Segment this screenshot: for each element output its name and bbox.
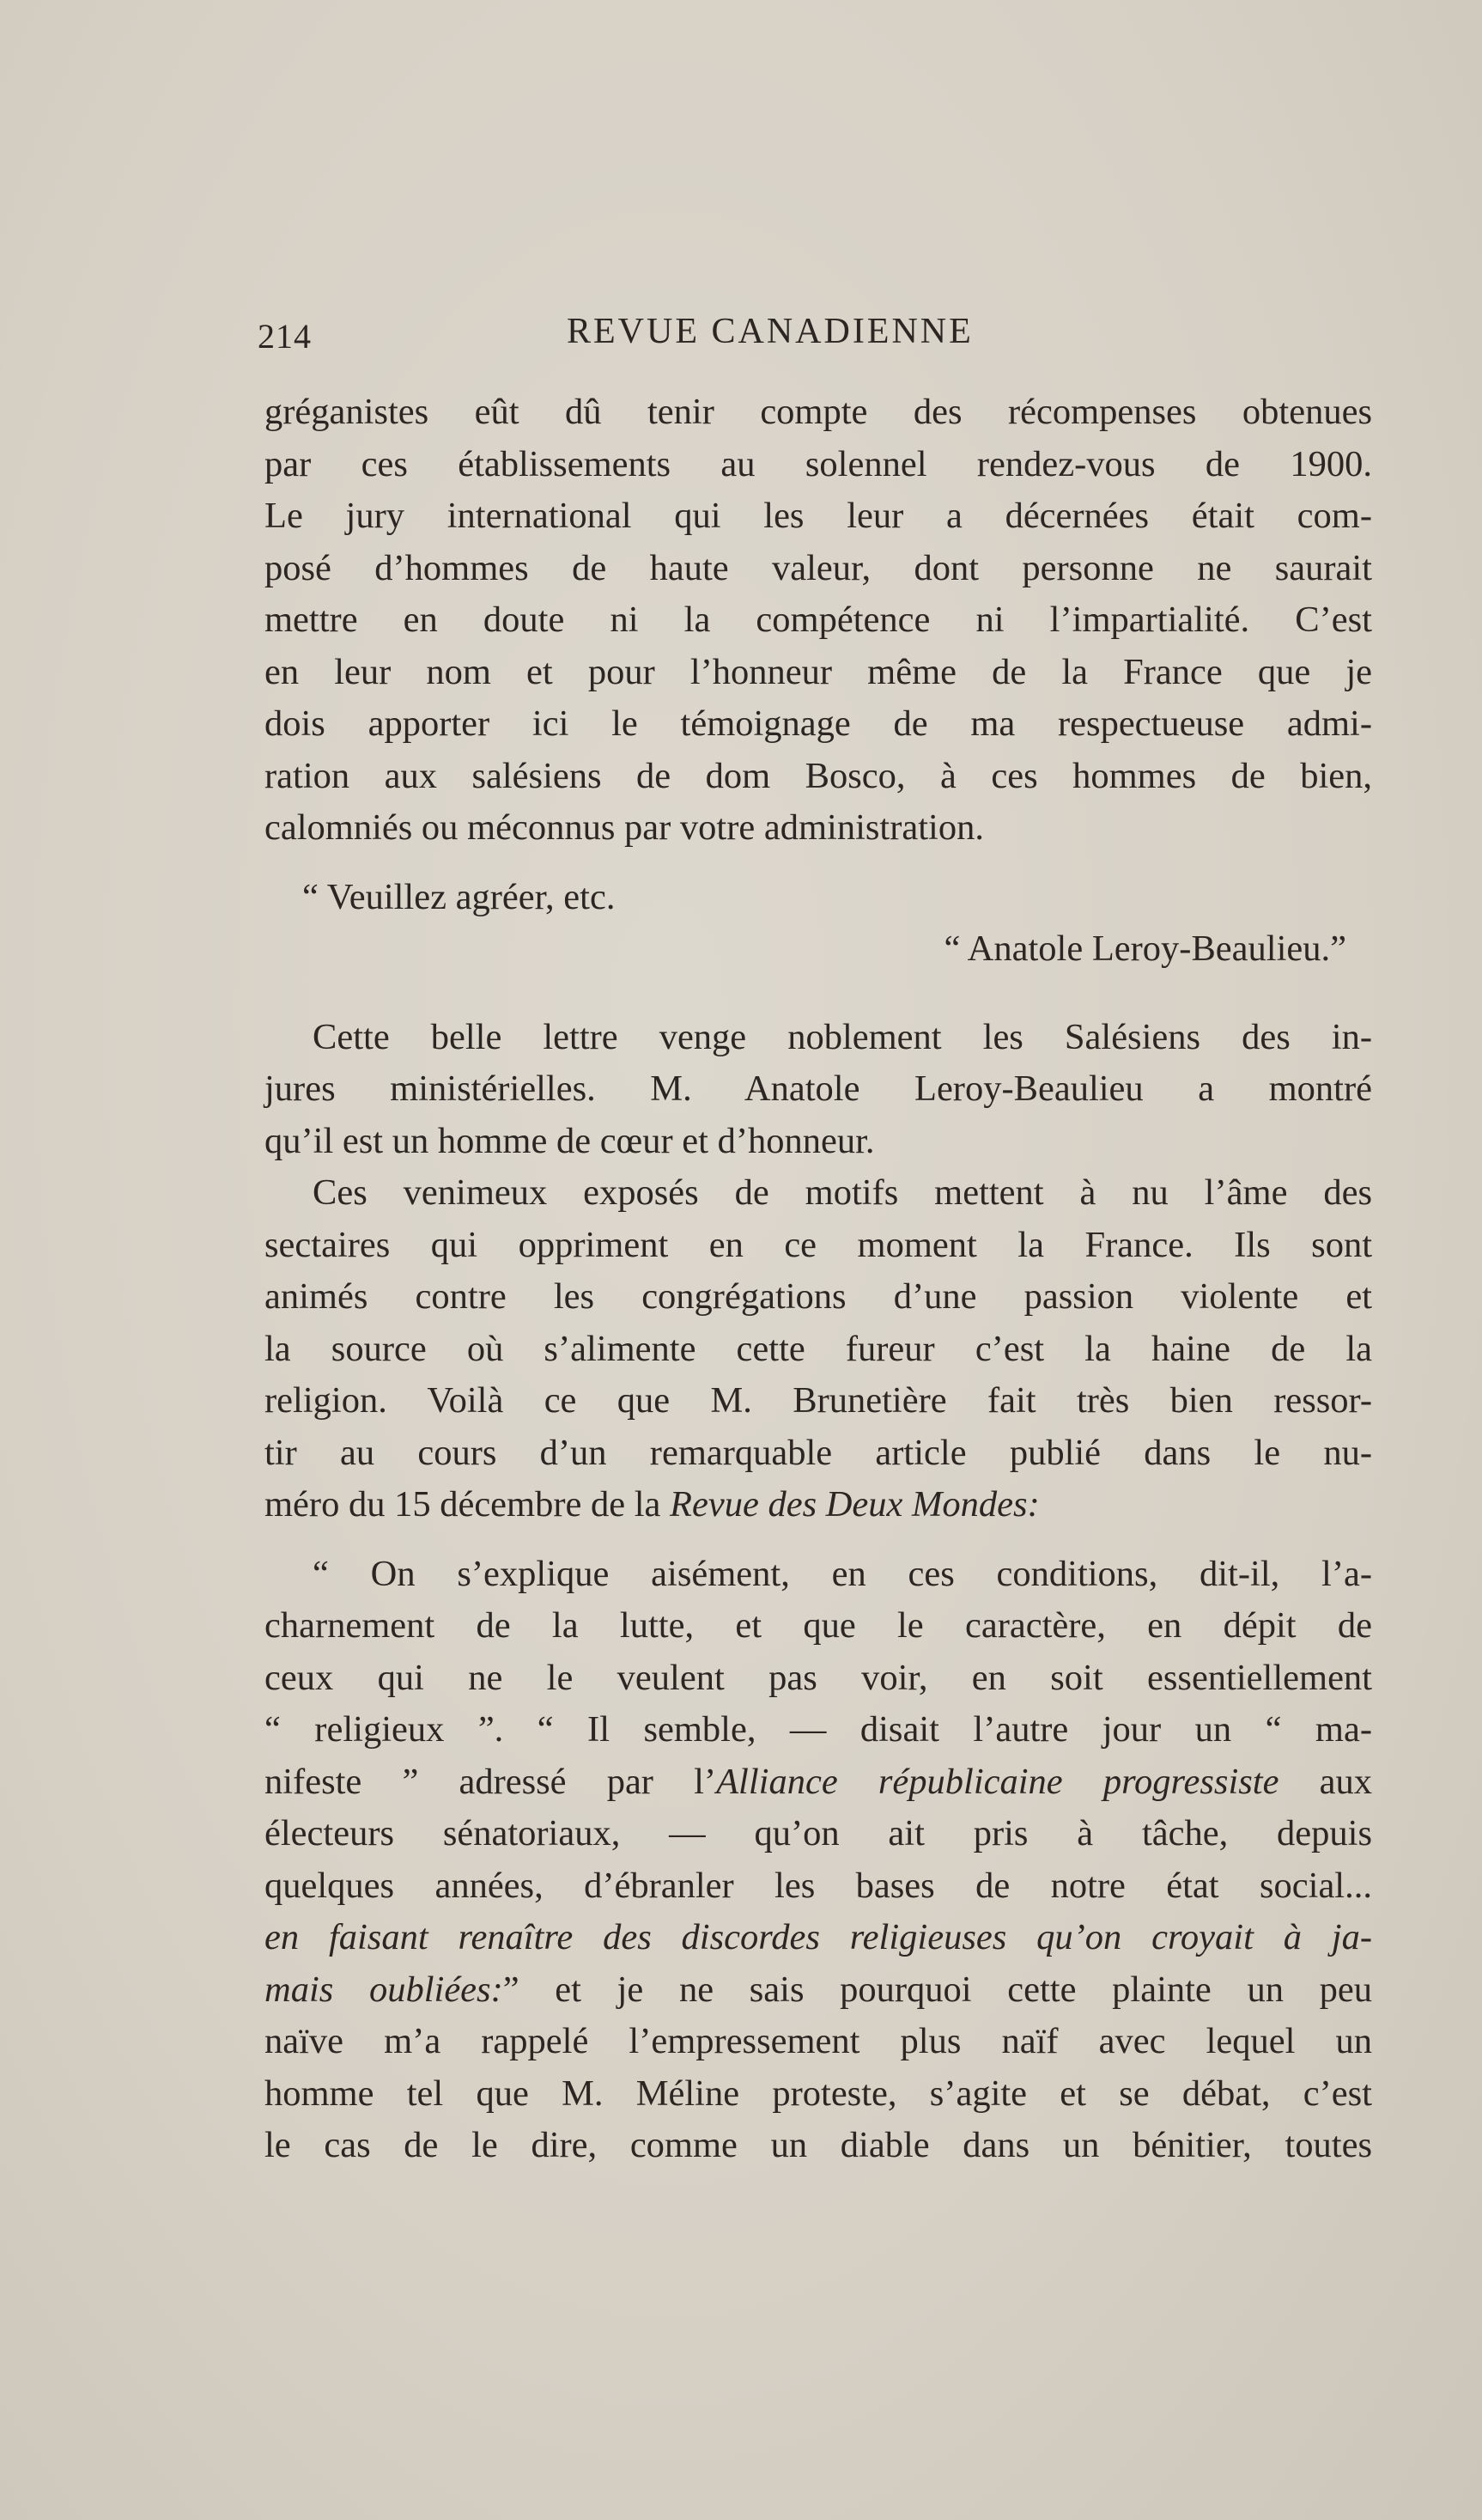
text-line: ceux qui ne le veulent pas voir, en soit essentiellement [264,1657,1372,1698]
text-line: sectaires qui oppriment en ce moment la France. Ils sont [264,1224,1372,1265]
text-run: nifeste ” adressé par l’ [264,1761,717,1802]
quoted-italic: mais oubliées: [264,1969,503,2010]
text-line: naïve m’a rappelé l’empressement plus naïf avec lequel un [264,2021,1372,2061]
text-line: électeurs sénatoriaux, — qu’on ait pris à tâche, depuis [264,1813,1372,1853]
letter-closing: “ Veuillez agréer, etc. [302,876,616,917]
text-line: tir au cours d’un remarquable article publié dans le nu- [264,1432,1372,1473]
text-line: religion. Voilà ce que M. Brunetière fait très bien ressor- [264,1380,1372,1421]
text-run: aux [1279,1761,1372,1802]
text-line [264,1479,1372,1531]
text-line: en leur nom et pour l’honneur même de la France que je [264,651,1372,692]
party-name: Alliance républicaine progressiste [716,1761,1279,1802]
text-run: méro du 15 décembre de la [264,1484,661,1525]
quoted-italic: en faisant renaître des discordes religieuses qu’on croyait à ja- [264,1917,1372,1957]
text-line: dois apporter ici le témoignage de ma respectueuse admi- [264,703,1372,744]
page-header [258,312,1374,368]
text-line: mettre en doute ni la compétence ni l’impartialité. C’est [264,600,1372,640]
text-line: jures ministérielles. M. Anatole Leroy-Beaulieu a montré [264,1068,1372,1109]
text-line [264,1964,1372,2017]
text-line: “ On s’explique aisément, en ces conditions, dit-il, l’a- [313,1553,1372,1594]
running-title: REVUE CANADIENNE [567,312,974,351]
text-line: la source où s’alimente cette fureur c’est la haine de la [264,1328,1372,1369]
text-line: calomniés ou méconnus par votre administration. [264,807,984,848]
text-line: quelques années, d’ébranler les bases de notre état social... [264,1865,1372,1906]
text-line: charnement de la lutte, et que le caractère, en dépit de [264,1605,1372,1646]
text-run: ” et je ne sais pourquoi cette plainte un peu [502,1969,1372,2010]
text-line: homme tel que M. Méline proteste, s’agite et se débat, c’est [264,2073,1372,2114]
text-line [264,1912,1372,1964]
text-line: Le jury international qui les leur a décernées était com- [264,496,1372,536]
text-line [264,1756,1372,1809]
text-line: par ces établissements au solennel rendez-vous de 1900. [264,443,1372,484]
journal-title: Revue des Deux Mondes: [670,1484,1040,1525]
text-line: qu’il est un homme de cœur et d’honneur. [264,1120,875,1161]
text-line: “ religieux ”. “ Il semble, — disait l’autre jour un “ ma- [264,1709,1372,1750]
text-line: animés contre les congrégations d’une passion violente et [264,1276,1372,1317]
text-line: ration aux salésiens de dom Bosco, à ces hommes de bien, [264,755,1372,796]
text-line: Ces venimeux exposés de motifs mettent à nu l’âme des [313,1172,1372,1213]
letter-signature: “ Anatole Leroy-Beaulieu.” [944,928,1346,969]
body-text [264,387,1372,2172]
text-line: gréganistes eût dû tenir compte des récompenses obtenues [264,392,1372,432]
page-number: 214 [258,317,312,356]
text-line: le cas de le dire, comme un diable dans un bénitier, toutes [264,2125,1372,2165]
text-line: posé d’hommes de haute valeur, dont personne ne saurait [264,547,1372,588]
text-line: Cette belle lettre venge noblement les Salésiens des in- [313,1016,1372,1057]
